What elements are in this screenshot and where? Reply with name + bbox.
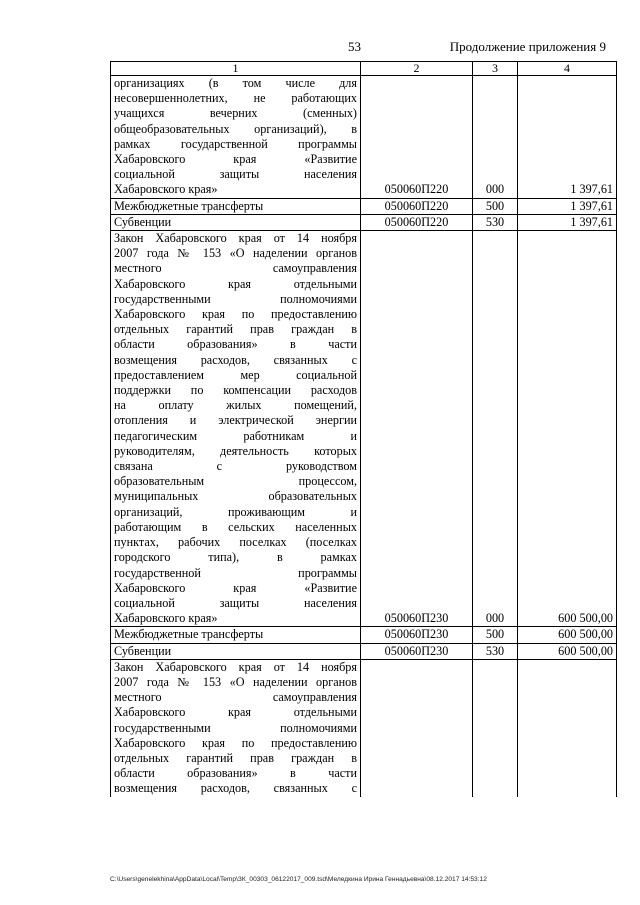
row-description [111, 231, 361, 627]
table-header-row [111, 62, 617, 76]
row-expense-type: 500 [473, 627, 518, 643]
row-target-code: 050060П220 [361, 214, 473, 230]
column-header-3: 3 [473, 62, 518, 76]
row-amount [518, 659, 617, 796]
description-line: муниципальных образовательных [114, 489, 357, 504]
description-line: педагогическим работникам и [114, 428, 357, 443]
description-line: рамках государственной программы [114, 136, 357, 151]
row-expense-type: 000 [473, 76, 518, 199]
description-line: Хабаровского края «Развитие [114, 152, 357, 167]
description-line: социальной защиты населения [114, 167, 357, 182]
description-line: руководителям, деятельность которых [114, 443, 357, 458]
row-expense-type: 500 [473, 198, 518, 214]
description-line: организаций, проживающим и [114, 504, 357, 519]
description-line: Хабаровского края «Развитие [114, 580, 357, 595]
budget-table [110, 61, 617, 797]
row-expense-type: 530 [473, 643, 518, 659]
continuation-label: Продолжение приложения 9 [449, 39, 606, 54]
description-line: возмещения расходов, связанных с [114, 781, 357, 796]
row-description [111, 659, 361, 796]
description-line: местного самоуправления [114, 261, 357, 276]
row-description [111, 627, 361, 643]
table-row [111, 231, 617, 627]
row-amount: 1 397,61 [518, 198, 617, 214]
table-row [111, 214, 617, 230]
description-line: связана с руководством [114, 459, 357, 474]
description-line: области образования» в части [114, 337, 357, 352]
row-target-code: 050060П230 [361, 231, 473, 627]
column-header-2: 2 [361, 62, 473, 76]
description-line: работающим в сельских населенных [114, 519, 357, 534]
description-line: Хабаровского края по предоставлению [114, 735, 357, 750]
row-description [111, 643, 361, 659]
description-line: возмещения расходов, связанных с [114, 352, 357, 367]
description-line: государственными полномочиями [114, 720, 357, 735]
description-line: учащихся вечерних (сменных) [114, 106, 357, 121]
description-line: 2007 года № 153 «О наделении органов [114, 674, 357, 689]
description-line: несовершеннолетних, не работающих [114, 91, 357, 106]
row-amount: 1 397,61 [518, 214, 617, 230]
description-line: отдельных гарантий прав граждан в [114, 322, 357, 337]
description-line: отопления и электрической энергии [114, 413, 357, 428]
row-target-code [361, 659, 473, 796]
table-row [111, 627, 617, 643]
description-line: 2007 года № 153 «О наделении органов [114, 246, 357, 261]
row-target-code: 050060П230 [361, 627, 473, 643]
table-row [111, 198, 617, 214]
description-line: социальной защиты населения [114, 595, 357, 610]
description-line: Хабаровского края» [114, 611, 218, 626]
description-line: Хабаровского края по предоставлению [114, 307, 357, 322]
description-line: Хабаровского края отдельными [114, 276, 357, 291]
row-target-code: 050060П220 [361, 76, 473, 199]
description-line: Закон Хабаровского края от 14 ноября [114, 659, 357, 674]
column-header-4: 4 [518, 62, 617, 76]
column-header-1: 1 [111, 62, 361, 76]
description-line: образовательным процессом, [114, 474, 357, 489]
description-line: предоставлением мер социальной [114, 367, 357, 382]
row-amount: 600 500,00 [518, 643, 617, 659]
description-line: пунктах, рабочих поселках (поселках [114, 535, 357, 550]
row-target-code: 050060П220 [361, 198, 473, 214]
description-line: местного самоуправления [114, 690, 357, 705]
description-line: Хабаровского края отдельными [114, 705, 357, 720]
row-description [111, 198, 361, 214]
description-line: общеобразовательных организаций), в [114, 121, 357, 136]
row-description [111, 76, 361, 199]
table-row [111, 659, 617, 796]
description-line: государственной программы [114, 565, 357, 580]
description-line: на оплату жилых помещений, [114, 398, 357, 413]
table-row [111, 76, 617, 199]
row-amount: 600 500,00 [518, 231, 617, 627]
description-line: Субвенции [114, 214, 172, 229]
page-number: 53 [348, 39, 361, 54]
description-line: отдельных гарантий прав граждан в [114, 750, 357, 765]
row-amount: 1 397,61 [518, 76, 617, 199]
table-row [111, 643, 617, 659]
description-line: области образования» в части [114, 766, 357, 781]
row-expense-type: 000 [473, 231, 518, 627]
description-line: Межбюджетные трансферты [114, 627, 264, 642]
row-expense-type [473, 659, 518, 796]
description-line: Хабаровского края» [114, 182, 218, 197]
description-line: Межбюджетные трансферты [114, 198, 264, 213]
description-line: поддержки по компенсации расходов [114, 383, 357, 398]
description-line: Закон Хабаровского края от 14 ноября [114, 231, 357, 246]
description-line: городского типа), в рамках [114, 550, 357, 565]
row-description [111, 214, 361, 230]
file-path-footer: C:\Users\genelekhina\AppData\Local\Temp\ЗК_00303_06122017_009.tsd\Меледкина Ирина Геннадьевна\08.12.2017 14:53:12 [110, 876, 487, 883]
row-expense-type: 530 [473, 214, 518, 230]
description-line: Субвенции [114, 643, 172, 658]
description-line: организациях (в том числе для [114, 76, 357, 90]
description-line: государственными полномочиями [114, 291, 357, 306]
row-target-code: 050060П230 [361, 643, 473, 659]
row-amount: 600 500,00 [518, 627, 617, 643]
